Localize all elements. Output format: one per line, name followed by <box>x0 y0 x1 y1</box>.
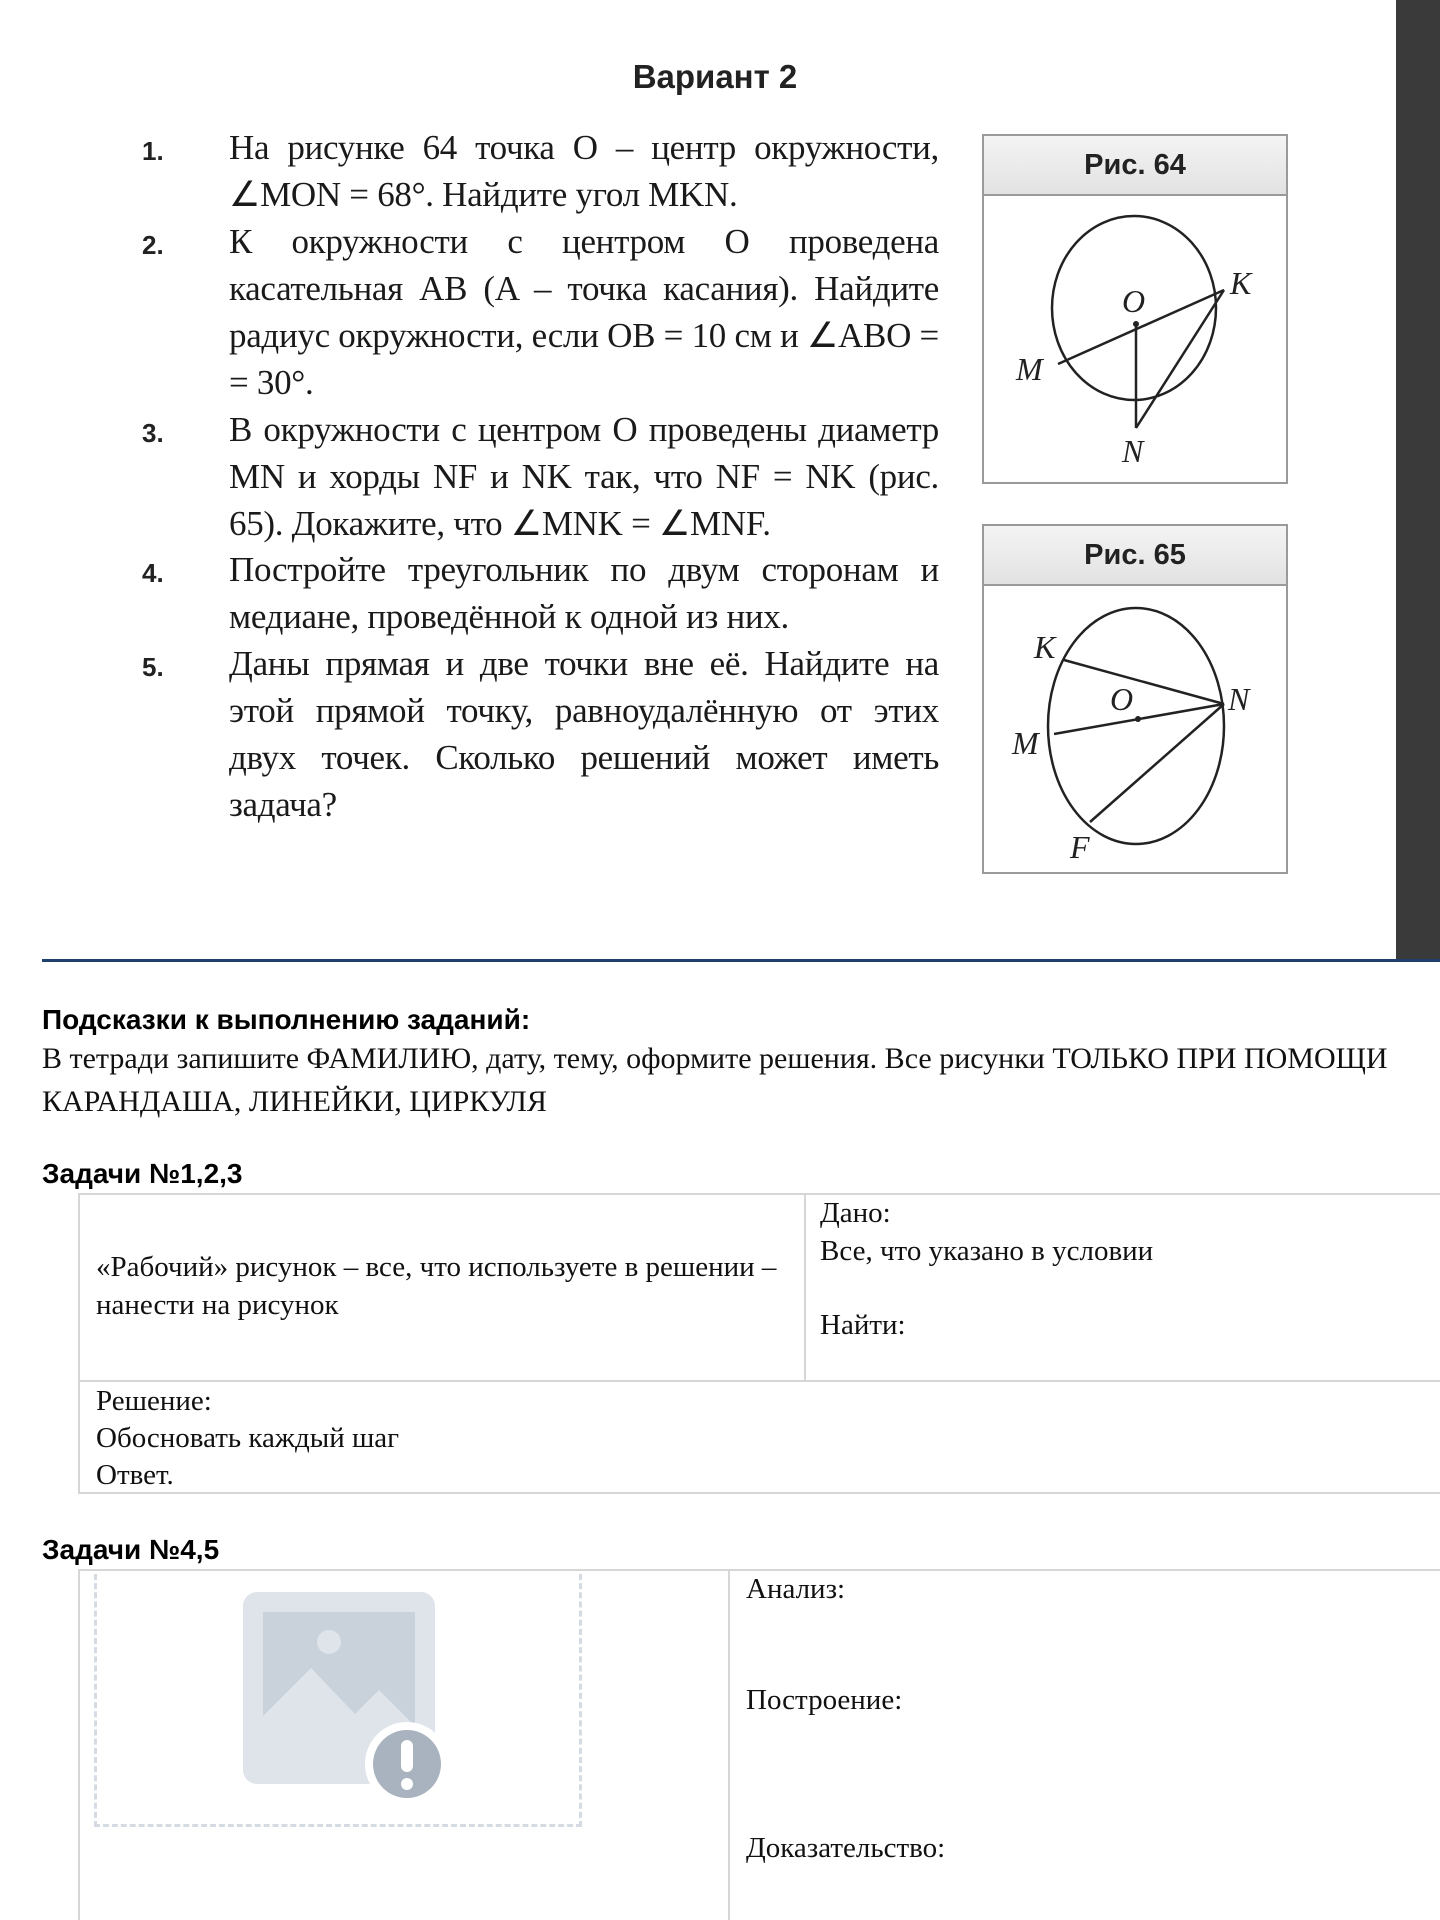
broken-image-icon <box>97 1574 579 1824</box>
section-title-tasks-123: Задачи №1,2,3 <box>42 1158 243 1189</box>
task-number: 4. <box>142 558 164 588</box>
figure-64-diagram <box>984 196 1286 482</box>
proof-label: Доказательство: <box>746 1832 946 1864</box>
task-number: 5. <box>142 652 164 682</box>
solution-label: Решение: <box>96 1385 212 1417</box>
given-label: Дано: <box>820 1197 891 1229</box>
table-border <box>78 1569 80 1920</box>
section-divider <box>42 959 1440 962</box>
answer-label: Ответ. <box>96 1459 174 1491</box>
table-border <box>804 1193 806 1380</box>
label-n: N <box>1122 433 1144 469</box>
drawing-cell-text: «Рабочий» рисунок – все, что используете в решении – нанести на рисунок <box>96 1251 777 1321</box>
label-k: K <box>1230 265 1252 301</box>
task-number: 3. <box>142 418 164 448</box>
table-border <box>728 1569 730 1920</box>
table-border <box>78 1380 1440 1382</box>
task-number: 1. <box>142 136 164 166</box>
section-title-tasks-45: Задачи №4,5 <box>42 1534 220 1565</box>
task-text: В окружности с центром O проведены диаметр MN и хорды NF и NK так, что NF = NK (рис. 65). Докажите, что ∠MNK = ∠MNF. <box>229 410 939 543</box>
task-text: На рисунке 64 точка O – центр окружности, ∠MON = 68°. Найдите угол MKN. <box>229 128 939 214</box>
table-border <box>78 1492 1440 1494</box>
analysis-label: Анализ: <box>746 1573 846 1605</box>
task-number: 2. <box>142 230 164 260</box>
table-border <box>78 1193 80 1494</box>
find-label: Найти: <box>820 1309 906 1341</box>
figure-65-diagram <box>984 586 1286 872</box>
construction-label: Построение: <box>746 1684 903 1716</box>
task-text: Постройте треугольник по двум сторонам и медиане, проведённой к одной из них. <box>229 550 939 636</box>
figure-64-title: Рис. 64 <box>984 136 1286 196</box>
figure-64 <box>982 134 1288 484</box>
figure-65 <box>982 524 1288 874</box>
solution-text: Обосновать каждый шаг <box>96 1422 400 1454</box>
center-point <box>1133 321 1139 327</box>
label-f: F <box>1070 829 1090 865</box>
label-m: M <box>1012 725 1039 761</box>
given-text: Все, что указано в условии <box>820 1235 1154 1267</box>
center-point <box>1135 716 1141 722</box>
task-text: К окружности с центром O проведена касательная AB (A – точка касания). Найдите радиус окружности, если OB = 10 см и ∠ABO = = 30°. <box>229 222 939 402</box>
label-n: N <box>1228 681 1250 717</box>
table-border <box>78 1193 1440 1195</box>
variant-title: Вариант 2 <box>632 58 798 95</box>
label-o: O <box>1110 681 1134 717</box>
chord-kn <box>1064 660 1224 704</box>
label-m: M <box>1016 351 1043 387</box>
chord-fn <box>1090 704 1224 822</box>
hints-title: Подсказки к выполнению заданий: <box>42 1004 531 1035</box>
image-placeholder <box>94 1574 582 1827</box>
label-k: K <box>1034 629 1056 665</box>
figure-65-title: Рис. 65 <box>984 526 1286 586</box>
task-text: Даны прямая и две точки вне её. Найдите на этой прямой точку, равноудалённую от этих двух точек. Сколько решений может иметь задача? <box>229 644 939 824</box>
label-o: O <box>1122 283 1146 319</box>
hints-text: В тетради запишите ФАМИЛИЮ, дату, тему, оформите решения. Все рисунки ТОЛЬКО ПРИ ПОМОЩИ КАРАНДАША, ЛИНЕЙКИ, ЦИРКУЛЯ <box>42 1042 1388 1118</box>
page-edge-bar <box>1396 0 1440 960</box>
